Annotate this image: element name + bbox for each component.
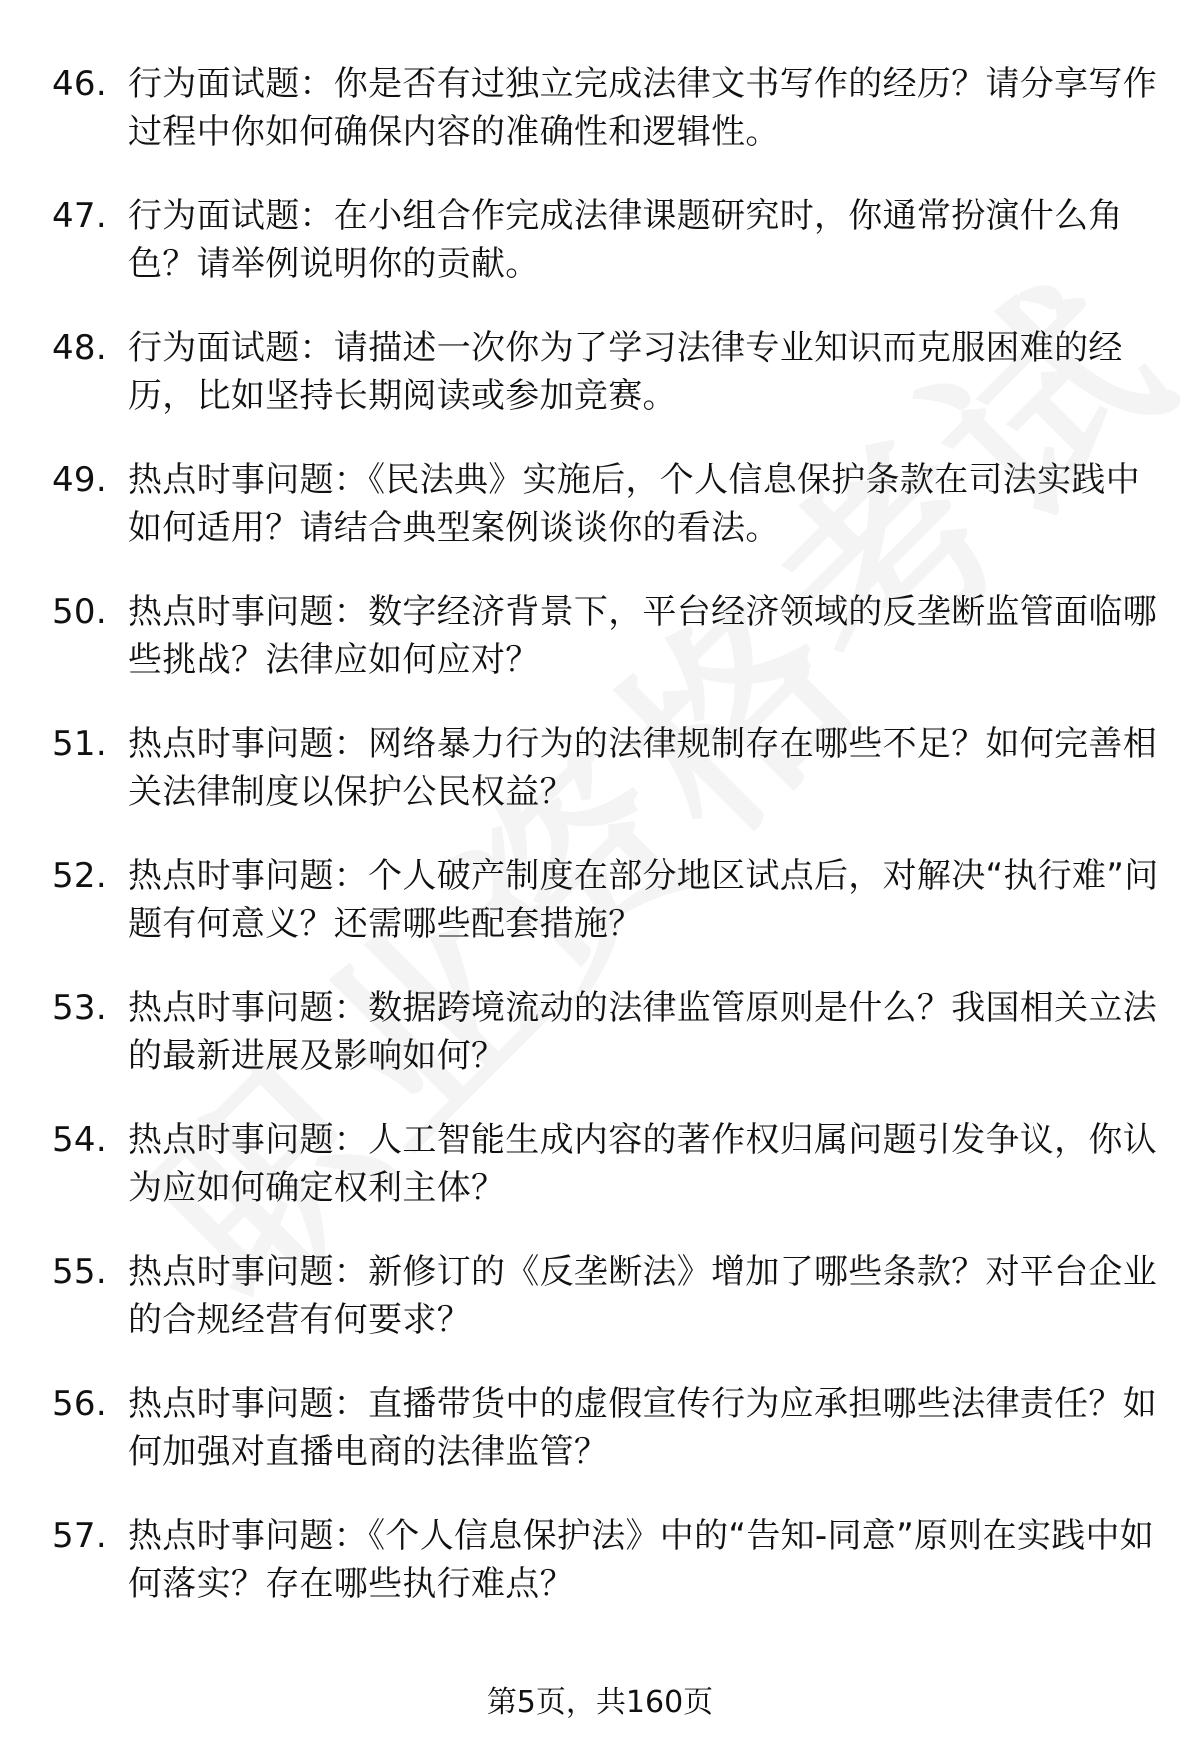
list-item — [52, 1380, 1162, 1512]
question-text: 行为面试题：在小组合作完成法律课题研究时，你通常扮演什么角色？请举例说明你的贡献。 — [128, 196, 1123, 284]
question-text: 行为面试题：请描述一次你为了学习法律专业知识而克服困难的经历，比如坚持长期阅读或参加竞赛。 — [128, 328, 1123, 416]
question-number: 47. — [52, 196, 107, 236]
list-item — [52, 720, 1162, 852]
question-text: 热点时事问题：《民法典》实施后，个人信息保护条款在司法实践中如何适用？请结合典型案例谈谈你的看法。 — [128, 460, 1140, 548]
question-number: 52. — [52, 856, 107, 896]
list-item — [52, 192, 1162, 324]
page-footer — [0, 1683, 1200, 1723]
page-number-label: 第5页，共160页 — [486, 1685, 714, 1720]
list-item — [52, 324, 1162, 456]
question-number: 57. — [52, 1516, 107, 1556]
question-text: 热点时事问题：网络暴力行为的法律规制存在哪些不足？如何完善相关法律制度以保护公民权益？ — [128, 724, 1157, 812]
question-number: 46. — [52, 64, 107, 104]
question-number: 49. — [52, 460, 107, 500]
question-number: 51. — [52, 724, 107, 764]
list-item — [52, 1248, 1162, 1380]
question-text: 热点时事问题：数据跨境流动的法律监管原则是什么？我国相关立法的最新进展及影响如何？ — [128, 988, 1157, 1076]
question-text: 热点时事问题：直播带货中的虚假宣传行为应承担哪些法律责任？如何加强对直播电商的法律监管？ — [128, 1384, 1157, 1472]
question-text: 行为面试题：你是否有过独立完成法律文书写作的经历？请分享写作过程中你如何确保内容的准确性和逻辑性。 — [128, 64, 1157, 152]
question-number: 54. — [52, 1120, 107, 1160]
question-number: 48. — [52, 328, 107, 368]
question-text: 热点时事问题：新修订的《反垄断法》增加了哪些条款？对平台企业的合规经营有何要求？ — [128, 1252, 1157, 1340]
list-item — [52, 456, 1162, 588]
list-item — [52, 1512, 1162, 1644]
list-item — [52, 1116, 1162, 1248]
question-number: 55. — [52, 1252, 107, 1292]
question-text: 热点时事问题：个人破产制度在部分地区试点后，对解决“执行难”问题有何意义？还需哪些配套措施？ — [128, 856, 1159, 944]
question-list — [52, 60, 1162, 1644]
question-text: 热点时事问题：数字经济背景下，平台经济领域的反垄断监管面临哪些挑战？法律应如何应对？ — [128, 592, 1157, 680]
question-number: 56. — [52, 1384, 107, 1424]
question-number: 53. — [52, 988, 107, 1028]
list-item — [52, 588, 1162, 720]
list-item — [52, 852, 1162, 984]
question-text: 热点时事问题：人工智能生成内容的著作权归属问题引发争议，你认为应如何确定权利主体？ — [128, 1120, 1157, 1208]
question-number: 50. — [52, 592, 107, 632]
question-text: 热点时事问题：《个人信息保护法》中的“告知-同意”原则在实践中如何落实？存在哪些执行难点？ — [128, 1516, 1155, 1604]
list-item — [52, 60, 1162, 192]
list-item — [52, 984, 1162, 1116]
